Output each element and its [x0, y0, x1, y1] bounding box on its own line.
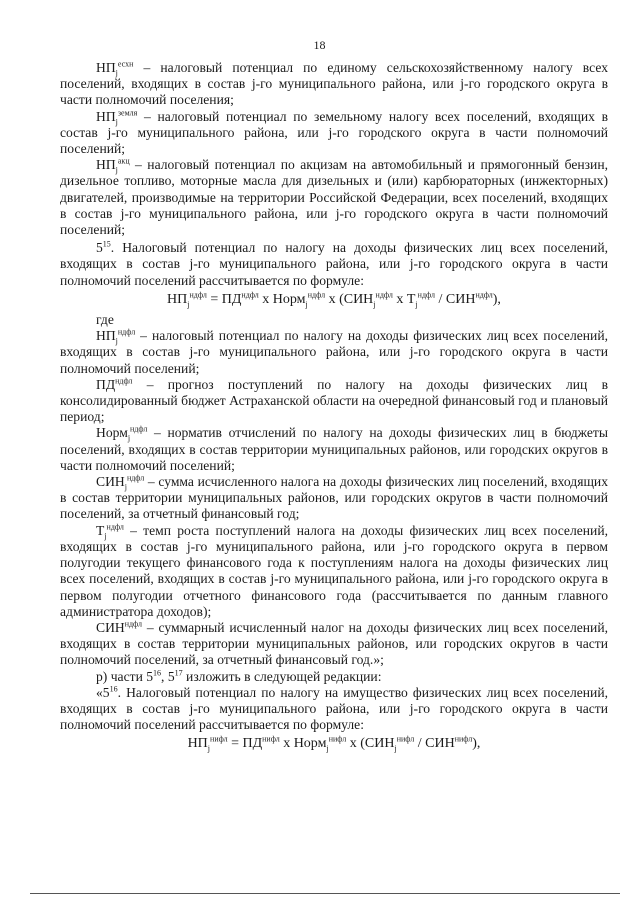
symbol-superscript: земля: [117, 108, 138, 118]
symbol-superscript: ндфл: [117, 327, 136, 337]
formula-part: ),: [472, 736, 481, 752]
formula-superscript: нифл: [328, 734, 347, 744]
document-body: [60, 60, 608, 757]
section-5-16: [60, 685, 608, 734]
where-label: где: [96, 312, 114, 328]
definition-text: – прогноз поступлений по налогу на доходы физических лиц в консолидированный бюджет Астраханской области на очередной финансовый год и плановый период;: [60, 376, 608, 425]
formula-subscript: j: [373, 299, 376, 309]
symbol-subscript: j: [115, 336, 118, 346]
symbol-subscript: j: [115, 117, 118, 127]
paragraph-np-zemlya: [60, 109, 608, 158]
formula-superscript: ндфл: [475, 290, 493, 300]
definition-text: – налоговый потенциал по налогу на доходы физических лиц всех поселений, входящих в состав j-го муниципального района, или j-го городского округа в части полномочий поселений;: [60, 328, 608, 376]
formula-part: х (СИН: [346, 736, 395, 752]
item-superscript: 17: [174, 667, 183, 677]
paragraph-np-akc: [60, 157, 608, 238]
formula-superscript: ндфл: [189, 290, 207, 300]
formula-superscript: ндфл: [241, 290, 259, 300]
formula-superscript: ндфл: [375, 290, 393, 300]
symbol-superscript: есхн: [117, 59, 134, 69]
symbol: СИН: [96, 619, 125, 635]
item-r: [60, 669, 608, 685]
formula-subscript: j: [326, 744, 329, 754]
paragraph-text: – налоговый потенциал по земельному налогу всех поселений, входящих в состав j-го муниципального района, или j-го городского округа в части полномочий поселений;: [60, 108, 608, 157]
symbol-superscript: акц: [117, 156, 130, 166]
item-text: , 5: [161, 668, 175, 684]
paragraph-text: – налоговый потенциал по единому сельскохозяйственному налогу всех поселений, входящих в состав j-го муниципального района, или j-го городского округа в части полномочий поселения;: [60, 60, 608, 108]
symbol-superscript: ндфл: [130, 424, 148, 434]
symbol-subscript: j: [115, 165, 118, 175]
page-number: 18: [313, 38, 326, 52]
symbol-superscript: ндфл: [106, 522, 124, 532]
formula-superscript: нифл: [396, 734, 415, 744]
paragraph-np-eskhn: [60, 60, 608, 109]
item-text: р) части 5: [96, 668, 154, 684]
section-text: . Налоговый потенциал по налогу на имущество физических лиц всех поселений, входящих в состав j-го муниципального района, или j-го городского округа в части полномочий поселений рассчитывается по формуле:: [60, 684, 608, 733]
symbol-subscript: j: [104, 531, 107, 541]
definition-pd-ndfl: [60, 377, 608, 426]
formula-subscript: j: [207, 744, 211, 754]
section-number: «5: [96, 684, 110, 700]
formula-part: / СИН: [434, 291, 476, 307]
bottom-rule: [30, 893, 620, 894]
definition-sin-j-ndfl: [60, 474, 608, 523]
formula-superscript: нифл: [454, 734, 473, 744]
section-number: 5: [96, 240, 103, 256]
formula-subscript: j: [394, 744, 397, 754]
definition-text: – суммарный исчисленный налог на доходы физических лиц всех поселений, входящих в состав территории муниципальных районов, или городских округов в части полномочий поселений, за отчетный финансовый год.»;: [60, 619, 608, 668]
formula-part: х Норм: [258, 291, 306, 307]
formula-part: = ПД: [227, 736, 263, 752]
definition-t-ndfl: [60, 523, 608, 620]
formula-part: х (СИН: [325, 291, 374, 307]
formula-nifl: [60, 736, 608, 752]
symbol-superscript: ндфл: [126, 473, 145, 483]
formula-part: = ПД: [206, 291, 242, 307]
symbol-superscript: ндфл: [124, 619, 143, 629]
item-text: изложить в следующей редакции:: [182, 668, 382, 684]
formula-part: / СИН: [414, 736, 455, 752]
symbol: НП: [96, 157, 116, 173]
symbol: Т: [96, 522, 105, 538]
section-5-15: [60, 240, 608, 289]
formula-superscript: нифл: [210, 734, 228, 744]
definition-text: – темп роста поступлений налога на доходы физических лиц всех поселений, входящих в состав j-го муниципального района, или j-го городского округа в первом полугодии текущего финансового года к поступлениям налога на доходы физических лиц всех поселений, входящих в состав j-го муниципального района, или j-го городского округа в первом полугодии отчетного финансового года (рассчитывается по данным главного администратора доходов);: [60, 522, 608, 619]
formula-superscript: нифл: [262, 734, 280, 744]
formula-part: х Норм: [279, 736, 327, 752]
formula-part: ),: [492, 291, 501, 307]
formula-part: НП: [167, 291, 188, 307]
definition-np-ndfl: [60, 328, 608, 377]
formula-part: х Т: [392, 291, 416, 307]
section-text: . Налоговый потенциал по налогу на доходы физических лиц всех поселений, входящих в состав j-го муниципального района, или j-го городского округа в части полномочий поселений рассчитывается по формуле:: [60, 240, 608, 288]
symbol: НП: [96, 108, 116, 124]
formula-superscript: ндфл: [307, 290, 326, 300]
section-number-superscript: 15: [102, 239, 111, 249]
formula-subscript: j: [305, 299, 308, 309]
symbol: ПД: [96, 376, 116, 392]
definition-norm-ndfl: [60, 425, 608, 474]
symbol: НП: [96, 60, 116, 75]
definition-text: – сумма исчисленного налога на доходы физических лиц поселений, входящих в состав территории муниципальных районов, или городских округов в части полномочий поселений, за отчетный финансовый год;: [60, 474, 608, 522]
definition-text: – норматив отчислений по налогу на доходы физических лиц в бюджеты поселений, входящих в состав территории муниципальных районов, или городских округов в части полномочий поселений;: [60, 425, 608, 473]
symbol-subscript: j: [115, 68, 118, 78]
symbol-superscript: ндфл: [115, 376, 133, 386]
symbol-subscript: j: [127, 434, 131, 444]
formula-superscript: ндфл: [417, 290, 435, 300]
paragraph-text: – налоговый потенциал по акцизам на автомобильный и прямогонный бензин, дизельное топливо, моторные масла для дизельных и (или) карбюраторных (инжекторных) двигателей, производимые на территории Российской Федерации, всех поселений, входящих в состав j-го муниципального района, или j-го городского округа в части полномочий поселений;: [60, 157, 608, 238]
formula-part: НП: [187, 736, 208, 752]
symbol: Норм: [96, 425, 128, 441]
symbol: СИН: [96, 474, 125, 490]
section-number-superscript: 16: [109, 684, 118, 694]
definition-sin-ndfl: [60, 620, 608, 669]
formula-ndfl: [60, 292, 608, 308]
formula-subscript: j: [187, 299, 190, 309]
symbol-subscript: j: [124, 482, 127, 492]
item-superscript: 16: [153, 667, 162, 677]
formula-subscript: j: [415, 299, 418, 309]
symbol: НП: [96, 328, 116, 344]
